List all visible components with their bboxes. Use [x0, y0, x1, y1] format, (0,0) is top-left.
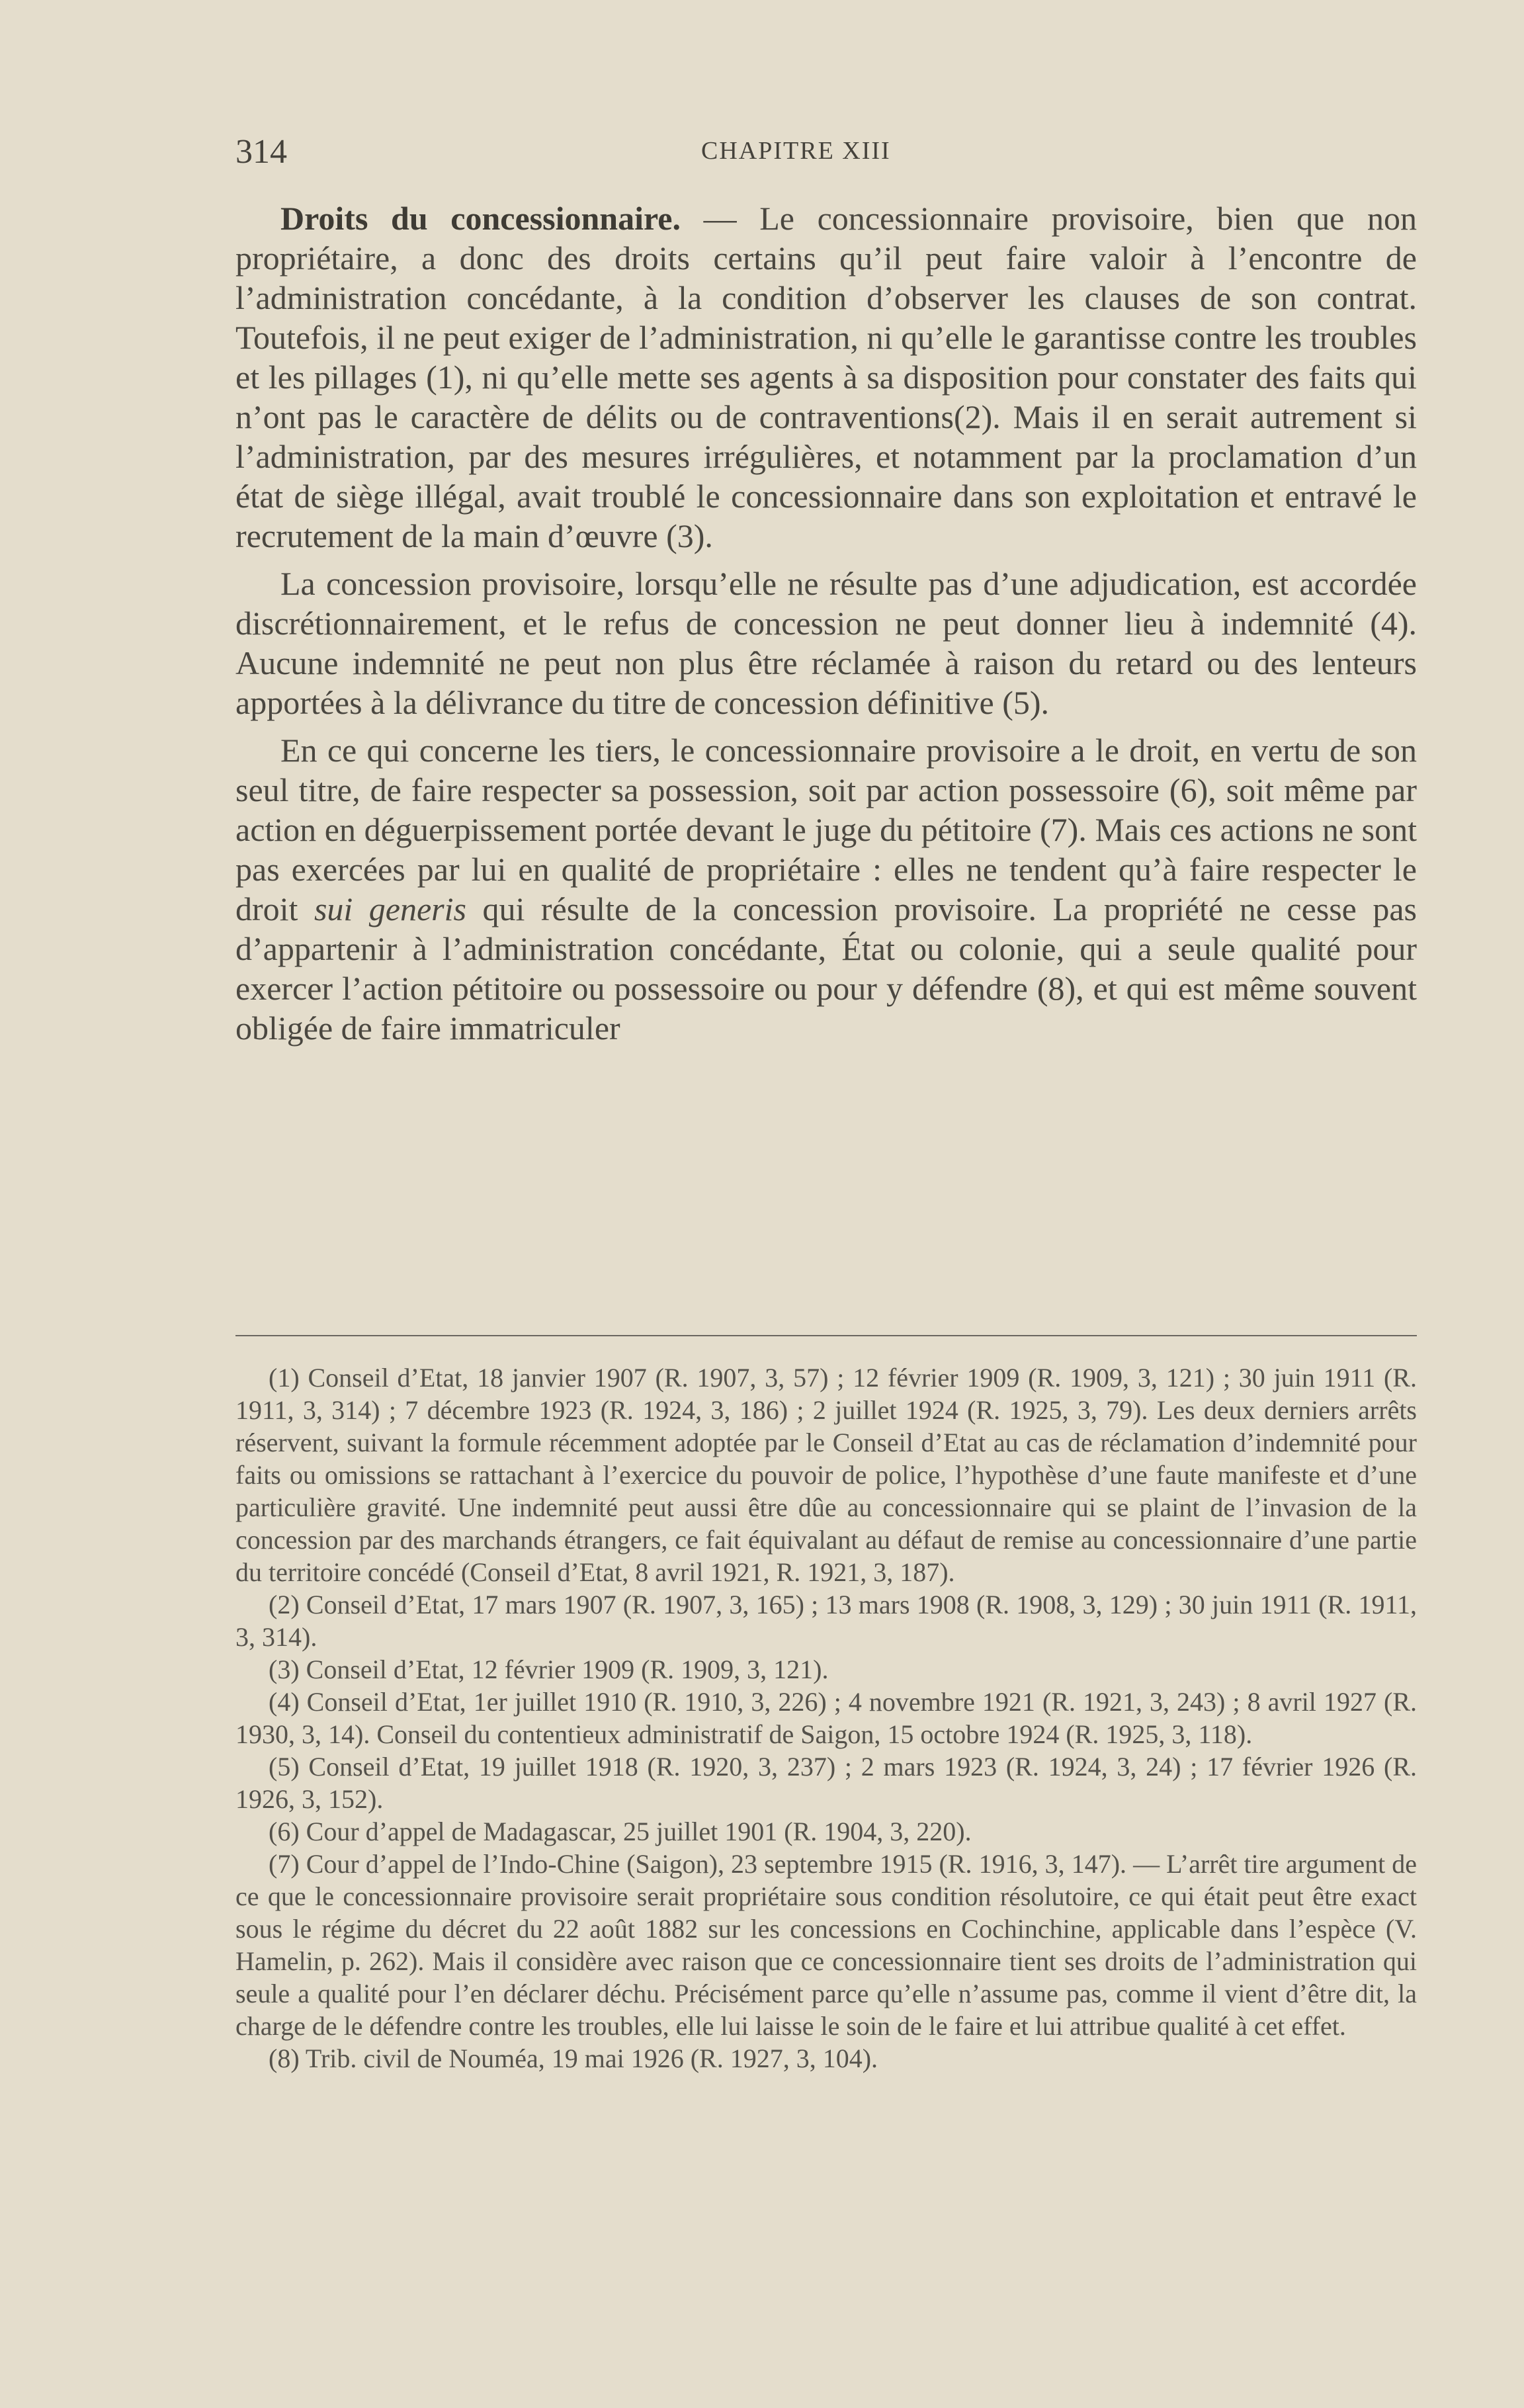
- footnote-5: (5) Conseil d’Etat, 19 juillet 1918 (R. 1920, 3, 237) ; 2 mars 1923 (R. 1924, 3, 24) ; 17 février 1926 (R. 1926, 3, 152).: [235, 1752, 1417, 1814]
- footnote-7: (7) Cour d’appel de l’Indo-Chine (Saigon), 23 septembre 1915 (R. 1916, 3, 147). — L’arrêt tire argument de ce que le concessionnaire provisoire serait propriétaire sous condition résolutoire, ce qui était peut être exact sous le régime du décret du 22 août 1882 sur les concessions en Cochinchine, applicable dans l’espèce (V. Hamelin, p. 262). Mais il considère avec raison que ce concessionnaire tient ses droits de l’administration qui seule a qualité pour l’en déclarer déchu. Précisément parce qu’elle n’assume pas, comme il vient d’être dit, la charge de le défendre contre les troubles, elle lui laisse le soin de le faire et lui attribue qualité à cet effet.: [235, 1849, 1417, 2041]
- footnote-8: (8) Trib. civil de Nouméa, 19 mai 1926 (R. 1927, 3, 104).: [269, 2043, 878, 2073]
- paragraph-1-text: — Le concessionnaire provisoire, bien que non propriétaire, a donc des droits certains qu’il peut faire valoir à l’encontre de l’administration concédante, à la condition d’observer les clauses de son contrat. Toutefois, il ne peut exiger de l’administration, ni qu’elle le garantisse contre les troubles et les pillages (1), ni qu’elle mette ses agents à sa disposition pour constater des faits qui n’ont pas le caractère de délits ou de contraventions(2). Mais il en serait autrement si l’administration, par des mesures irrégulières, et notamment par la proclamation d’un état de siège illégal, avait troublé le concessionnaire dans son exploitation et entravé le recrutement de la main d’œuvre (3).: [235, 200, 1417, 554]
- main-text: [235, 198, 1417, 1056]
- paragraph-2: La concession provisoire, lorsqu’elle ne résulte pas d’une adjudication, est accordée discrétionnairement, et le refus de concession ne peut donner lieu à indemnité (4). Aucune indemnité ne peut non plus être réclamée à raison du retard ou des lenteurs apportées à la délivrance du titre de concession définitive (5).: [235, 565, 1417, 721]
- footnote-separator: [235, 1335, 1417, 1336]
- footnote-2: (2) Conseil d’Etat, 17 mars 1907 (R. 1907, 3, 165) ; 13 mars 1908 (R. 1908, 3, 129) ; 30 juin 1911 (R. 1911, 3, 314).: [235, 1590, 1417, 1652]
- page-header: [235, 132, 1426, 172]
- footnote-1: (1) Conseil d’Etat, 18 janvier 1907 (R. 1907, 3, 57) ; 12 février 1909 (R. 1909, 3, 121) ; 30 juin 1911 (R. 1911, 3, 314) ; 7 décembre 1923 (R. 1924, 3, 186) ; 2 juillet 1924 (R. 1925, 3, 79). Les deux derniers arrêts réservent, suivant la formule récemment adoptée par le Conseil d’Etat au cas de réclamation d’indemnité pour faits ou omissions se rattachant à l’exercice du pouvoir de police, l’hypothèse d’une faute manifeste et d’une particulière gravité. Une indemnité peut aussi être dûe au concessionnaire qui se plaint de l’invasion de la concession par des marchands étrangers, ce fait équivalant au défaut de remise au concessionnaire d’une partie du territoire concédé (Conseil d’Etat, 8 avril 1921, R. 1921, 3, 187).: [235, 1363, 1417, 1587]
- paragraph-3-text-b: qui résulte de la concession provisoire. La propriété ne cesse pas d’appartenir à l’administration concédante, État ou colonie, qui a seule qualité pour exercer l’action pétitoire ou possessoire ou pour y défendre (8), et qui est même souvent obligée de faire immatriculer: [235, 890, 1418, 1047]
- footnote-4: (4) Conseil d’Etat, 1er juillet 1910 (R. 1910, 3, 226) ; 4 novembre 1921 (R. 1921, 3, 243) ; 8 avril 1927 (R. 1930, 3, 14). Conseil du contentieux administratif de Saigon, 15 octobre 1924 (R. 1925, 3, 118).: [235, 1687, 1417, 1749]
- paragraph-1: [235, 198, 1417, 556]
- footnote-6: (6) Cour d’appel de Madagascar, 25 juillet 1901 (R. 1904, 3, 220).: [269, 1817, 972, 1846]
- paragraph-3: [235, 730, 1417, 1048]
- section-title: Droits du concessionnaire.: [280, 200, 681, 237]
- latin-phrase: sui generis: [314, 890, 466, 927]
- running-title: CHAPITRE XIII: [701, 137, 891, 165]
- footnotes: [235, 1361, 1417, 2075]
- footnote-3: (3) Conseil d’Etat, 12 février 1909 (R. 1909, 3, 121).: [269, 1655, 829, 1684]
- paragraph-3-text-a: En ce qui concerne les tiers, le concessionnaire provisoire a le droit, en vertu de son seul titre, de faire respecter sa possession, soit par action possessoire (6), soit même par action en déguerpissement portée devant le juge du pétitoire (7). Mais ces actions ne sont pas exercées par lui en qualité de propriétaire : elles ne tendent qu’à faire respecter le droit: [235, 732, 1417, 927]
- page-number: 314: [235, 133, 287, 171]
